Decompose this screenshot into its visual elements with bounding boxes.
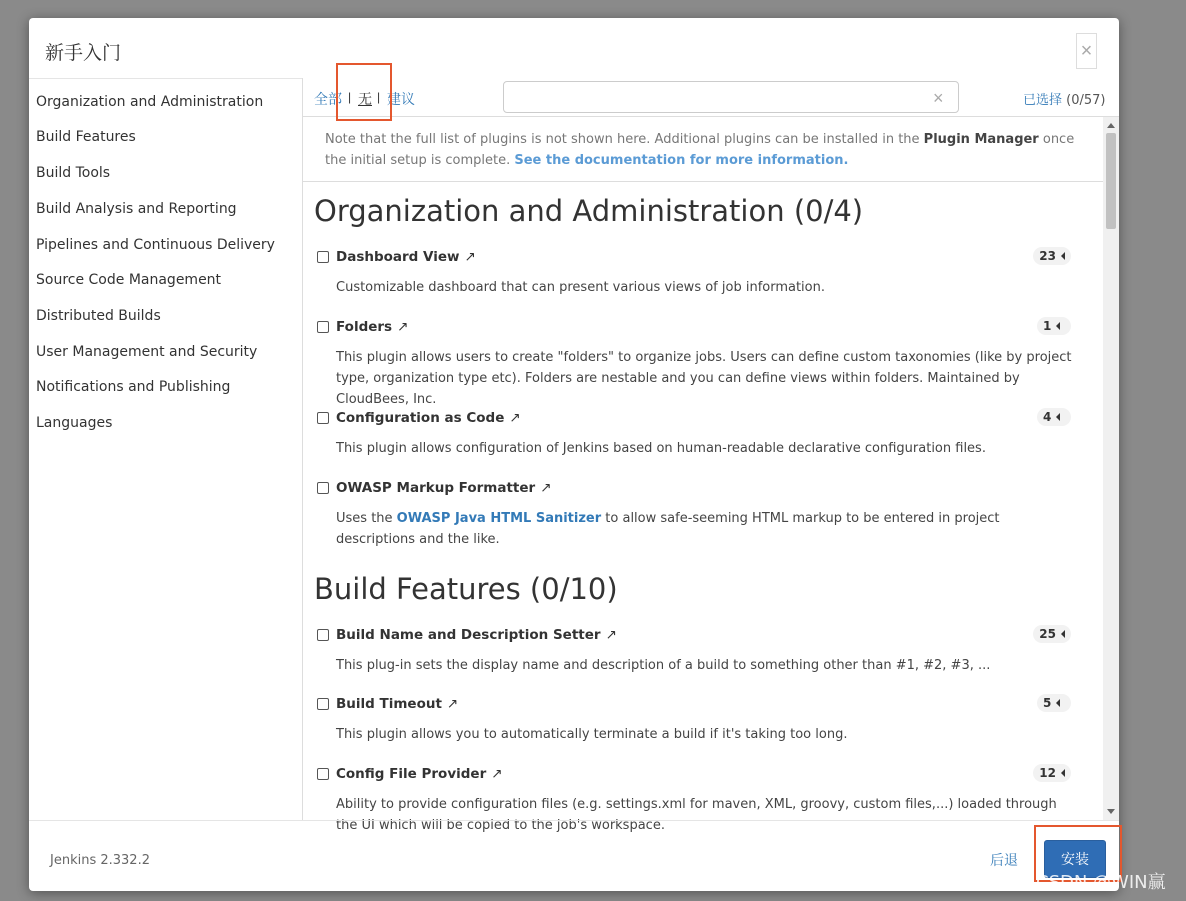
separator: | bbox=[348, 90, 352, 104]
sidebar-item-user-management[interactable]: User Management and Security bbox=[36, 344, 258, 360]
plugin-toolbar bbox=[303, 78, 1119, 117]
note-text-after: once the initial setup is complete. bbox=[325, 132, 1075, 168]
plugin-name: Build Name and Description Setter bbox=[336, 627, 601, 643]
plugin-description: This plugin allows users to create "folders" to organize jobs. Users can define custom taxonomies (like by project type, organization type etc). Folders are nestable and you can define views within folders. Maintained by CloudBees, Inc. bbox=[336, 350, 1072, 407]
owasp-sanitizer-link[interactable]: OWASP Java HTML Sanitizer bbox=[396, 511, 602, 526]
select-none-link[interactable]: 无 bbox=[358, 92, 372, 108]
plugin-description: Ability to provide configuration files (e.g. settings.xml for maven, XML, groovy, custom files,...) loaded through the UI which will be copied to the job's workspace. bbox=[336, 797, 1057, 833]
sidebar-item-pipelines[interactable]: Pipelines and Continuous Delivery bbox=[36, 237, 275, 253]
description-text: Uses the bbox=[336, 511, 397, 526]
back-button[interactable]: 后退 bbox=[990, 853, 1018, 869]
dependency-badge[interactable] bbox=[1033, 625, 1071, 643]
plugin-checkbox[interactable] bbox=[317, 251, 329, 263]
external-link-icon[interactable]: ↗ bbox=[491, 766, 503, 782]
note-text: Note that the full list of plugins is not shown here. Additional plugins can be installed in the bbox=[325, 132, 924, 147]
dialog-footer bbox=[29, 820, 1119, 892]
dependency-badge[interactable] bbox=[1037, 694, 1071, 712]
caret-left-icon bbox=[1061, 769, 1065, 777]
dependency-count: 23 bbox=[1039, 249, 1056, 263]
plugin-description: This plug-in sets the display name and description of a build to something other than #1, #2, #3, ... bbox=[336, 658, 991, 673]
install-button[interactable]: 安装 bbox=[1044, 840, 1106, 878]
close-button[interactable] bbox=[1076, 33, 1097, 69]
plugin-manager-label: Plugin Manager bbox=[923, 132, 1039, 147]
description-text: to allow safe-seeming HTML markup to be entered in project descriptions and the like. bbox=[336, 511, 1000, 547]
caret-left-icon bbox=[1061, 630, 1065, 638]
plugin-search-input[interactable] bbox=[503, 81, 959, 113]
highlight-none-link bbox=[336, 63, 392, 121]
plugin-list-scrollbar[interactable] bbox=[1103, 117, 1119, 820]
dependency-count: 25 bbox=[1039, 627, 1056, 641]
plugin-name: OWASP Markup Formatter bbox=[336, 480, 536, 496]
plugin-description: This plugin allows configuration of Jenkins based on human-readable declarative configuration files. bbox=[336, 441, 986, 456]
external-link-icon[interactable]: ↗ bbox=[446, 696, 459, 712]
caret-left-icon bbox=[1056, 322, 1060, 330]
sidebar-item-notifications[interactable]: Notifications and Publishing bbox=[36, 379, 231, 395]
plugin-name: Config File Provider bbox=[336, 766, 487, 782]
dependency-badge[interactable] bbox=[1037, 408, 1071, 426]
documentation-link[interactable]: See the documentation for more information. bbox=[514, 153, 849, 168]
plugin-description: Customizable dashboard that can present various views of job information. bbox=[336, 280, 825, 295]
selected-count[interactable] bbox=[1023, 89, 1106, 108]
info-note bbox=[303, 117, 1103, 182]
dialog-header bbox=[29, 18, 1119, 79]
dependency-badge[interactable] bbox=[1037, 317, 1071, 335]
selected-number: (0/57) bbox=[1066, 93, 1106, 108]
dependency-count: 4 bbox=[1043, 410, 1052, 424]
sidebar-item-distributed-builds[interactable]: Distributed Builds bbox=[36, 308, 161, 324]
watermark: CSDN @WIN赢 bbox=[1036, 872, 1166, 893]
dependency-badge[interactable] bbox=[1033, 764, 1071, 782]
jenkins-version: Jenkins 2.332.2 bbox=[50, 853, 150, 868]
plugin-name: Build Timeout bbox=[336, 696, 442, 712]
external-link-icon[interactable]: ↗ bbox=[540, 480, 552, 496]
plugin-description bbox=[336, 508, 1081, 550]
scroll-thumb[interactable] bbox=[1106, 133, 1116, 229]
plugin-list bbox=[303, 117, 1103, 833]
sidebar-item-build-analysis[interactable]: Build Analysis and Reporting bbox=[36, 201, 237, 217]
sidebar-item-source-code[interactable]: Source Code Management bbox=[36, 272, 222, 288]
category-sidebar bbox=[29, 78, 303, 820]
scroll-up-icon[interactable] bbox=[1107, 123, 1115, 128]
scroll-down-icon[interactable] bbox=[1107, 809, 1115, 814]
external-link-icon[interactable]: ↗ bbox=[397, 319, 409, 335]
separator: | bbox=[377, 90, 381, 104]
setup-wizard-dialog bbox=[29, 18, 1119, 891]
external-link-icon[interactable]: ↗ bbox=[464, 249, 476, 265]
section-title: Organization and Administration (0/4) bbox=[314, 194, 864, 228]
caret-left-icon bbox=[1061, 252, 1065, 260]
sidebar-item-organization[interactable]: Organization and Administration bbox=[36, 94, 264, 110]
plugin-checkbox[interactable] bbox=[317, 482, 329, 494]
plugin-name: Dashboard View bbox=[336, 249, 460, 265]
selected-label: 已选择 bbox=[1023, 93, 1063, 108]
external-link-icon[interactable]: ↗ bbox=[605, 627, 617, 643]
clear-icon[interactable]: × bbox=[933, 88, 944, 108]
external-link-icon[interactable]: ↗ bbox=[509, 410, 521, 426]
dependency-count: 5 bbox=[1043, 696, 1052, 710]
sidebar-item-build-tools[interactable]: Build Tools bbox=[36, 165, 111, 181]
sidebar-item-build-features[interactable]: Build Features bbox=[36, 129, 136, 145]
caret-left-icon bbox=[1056, 699, 1060, 707]
plugin-name: Folders bbox=[336, 319, 393, 335]
dependency-count: 1 bbox=[1043, 319, 1052, 333]
section-title: Build Features (0/10) bbox=[314, 572, 618, 606]
sidebar-item-languages[interactable]: Languages bbox=[36, 415, 113, 431]
close-icon: × bbox=[1080, 39, 1093, 62]
plugin-name: Configuration as Code bbox=[336, 410, 505, 426]
caret-left-icon bbox=[1056, 413, 1060, 421]
plugin-checkbox[interactable] bbox=[317, 629, 329, 641]
plugin-checkbox[interactable] bbox=[317, 321, 329, 333]
plugin-checkbox[interactable] bbox=[317, 412, 329, 424]
dependency-count: 12 bbox=[1039, 766, 1056, 780]
select-suggested-link[interactable]: 建议 bbox=[387, 92, 415, 108]
dialog-title: 新手入门 bbox=[45, 42, 122, 64]
plugin-description: This plugin allows you to automatically terminate a build if it's taking too long. bbox=[336, 727, 848, 742]
plugin-checkbox[interactable] bbox=[317, 768, 329, 780]
plugin-checkbox[interactable] bbox=[317, 698, 329, 710]
dependency-badge[interactable] bbox=[1033, 247, 1071, 265]
select-all-link[interactable]: 全部 bbox=[314, 92, 342, 108]
plugin-panel bbox=[303, 78, 1119, 833]
